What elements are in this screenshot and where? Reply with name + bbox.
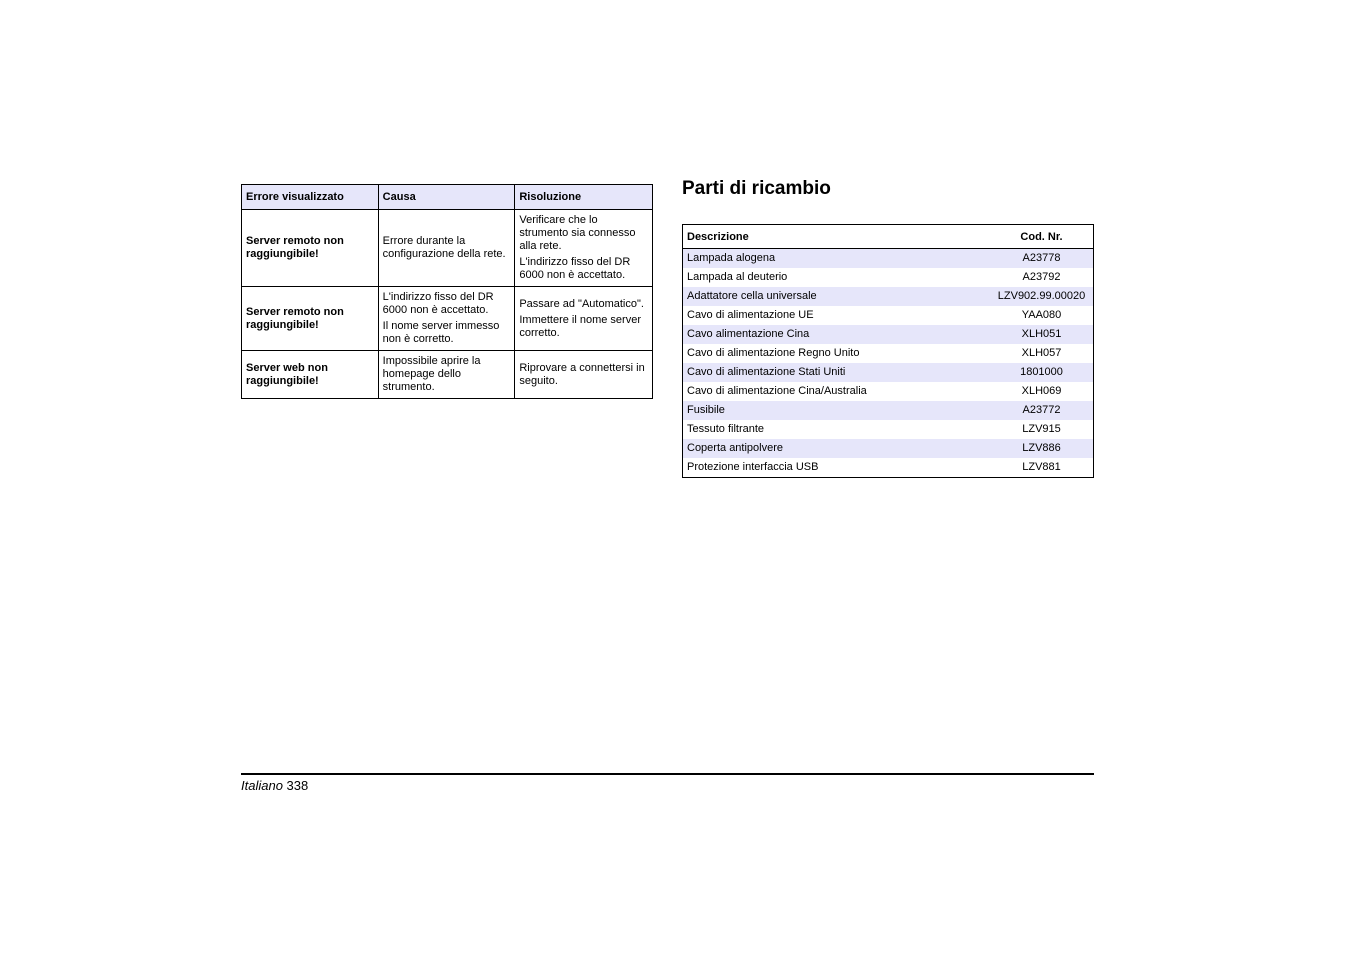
table-row xyxy=(683,363,1094,382)
part-description: Cavo di alimentazione Cina/Australia xyxy=(683,382,991,401)
part-code: LZV902.99.00020 xyxy=(990,287,1094,306)
part-code: YAA080 xyxy=(990,306,1094,325)
resolution-text: Verificare che lo strumento sia connesso alla rete. xyxy=(519,214,636,252)
header-error: Errore visualizzato xyxy=(242,185,379,210)
error-cell: Server remoto non raggiungibile! xyxy=(242,287,379,351)
part-code: A23778 xyxy=(990,249,1094,269)
cause-text: Impossibile aprire la homepage dello strumento. xyxy=(382,355,481,393)
resolution-cell xyxy=(515,210,653,287)
table-row xyxy=(683,439,1094,458)
part-description: Cavo di alimentazione Regno Unito xyxy=(683,344,991,363)
cause-cell xyxy=(378,287,515,351)
error-cell: Server remoto non raggiungibile! xyxy=(242,210,379,287)
cause-cell xyxy=(378,210,515,287)
footer-language: Italiano xyxy=(241,778,283,793)
resolution-cell xyxy=(515,351,653,399)
part-code: LZV886 xyxy=(990,439,1094,458)
resolution-cell xyxy=(515,287,653,351)
cause-text: L'indirizzo fisso del DR 6000 non è accettato. xyxy=(382,291,494,316)
part-description: Adattatore cella universale xyxy=(683,287,991,306)
parts-table-header-row xyxy=(683,225,1094,249)
page-footer xyxy=(241,778,308,794)
part-description: Protezione interfaccia USB xyxy=(683,458,991,478)
table-row xyxy=(683,249,1094,269)
table-row xyxy=(242,351,653,399)
error-table-header-row xyxy=(242,185,653,210)
table-row xyxy=(683,306,1094,325)
table-row xyxy=(683,420,1094,439)
table-row xyxy=(683,287,1094,306)
cause-text: Errore durante la configurazione della rete. xyxy=(382,235,506,260)
error-cell: Server web non raggiungibile! xyxy=(242,351,379,399)
spare-parts-table xyxy=(682,224,1094,478)
part-description: Cavo di alimentazione UE xyxy=(683,306,991,325)
part-description: Coperta antipolvere xyxy=(683,439,991,458)
table-row xyxy=(683,382,1094,401)
part-description: Fusibile xyxy=(683,401,991,420)
header-cause: Causa xyxy=(378,185,515,210)
cause-cell xyxy=(378,351,515,399)
table-row xyxy=(242,210,653,287)
part-description: Lampada al deuterio xyxy=(683,268,991,287)
resolution-text: L'indirizzo fisso del DR 6000 non è accettato. xyxy=(519,256,631,281)
cause-text: Il nome server immesso non è corretto. xyxy=(382,320,500,345)
table-row xyxy=(683,325,1094,344)
table-row xyxy=(683,458,1094,478)
resolution-text: Riprovare a connettersi in seguito. xyxy=(519,361,645,387)
part-code: XLH057 xyxy=(990,344,1094,363)
table-row xyxy=(683,268,1094,287)
table-row xyxy=(683,344,1094,363)
table-row xyxy=(683,401,1094,420)
part-code: XLH069 xyxy=(990,382,1094,401)
part-description: Tessuto filtrante xyxy=(683,420,991,439)
part-description: Cavo alimentazione Cina xyxy=(683,325,991,344)
footer-rule xyxy=(241,773,1094,775)
part-code: XLH051 xyxy=(990,325,1094,344)
part-code: A23792 xyxy=(990,268,1094,287)
part-code: A23772 xyxy=(990,401,1094,420)
header-description: Descrizione xyxy=(683,225,991,249)
part-description: Cavo di alimentazione Stati Uniti xyxy=(683,363,991,382)
part-code: LZV881 xyxy=(990,458,1094,478)
part-description: Lampada alogena xyxy=(683,249,991,269)
part-code: 1801000 xyxy=(990,363,1094,382)
page-number: 338 xyxy=(286,778,309,793)
table-row xyxy=(242,287,653,351)
resolution-text: Immettere il nome server corretto. xyxy=(519,313,641,339)
part-code: LZV915 xyxy=(990,420,1094,439)
section-title: Parti di ricambio xyxy=(682,178,831,199)
error-table xyxy=(241,184,653,399)
header-code: Cod. Nr. xyxy=(990,225,1094,249)
header-resolution: Risoluzione xyxy=(515,185,653,210)
resolution-text: Passare ad "Automatico". xyxy=(519,297,644,310)
